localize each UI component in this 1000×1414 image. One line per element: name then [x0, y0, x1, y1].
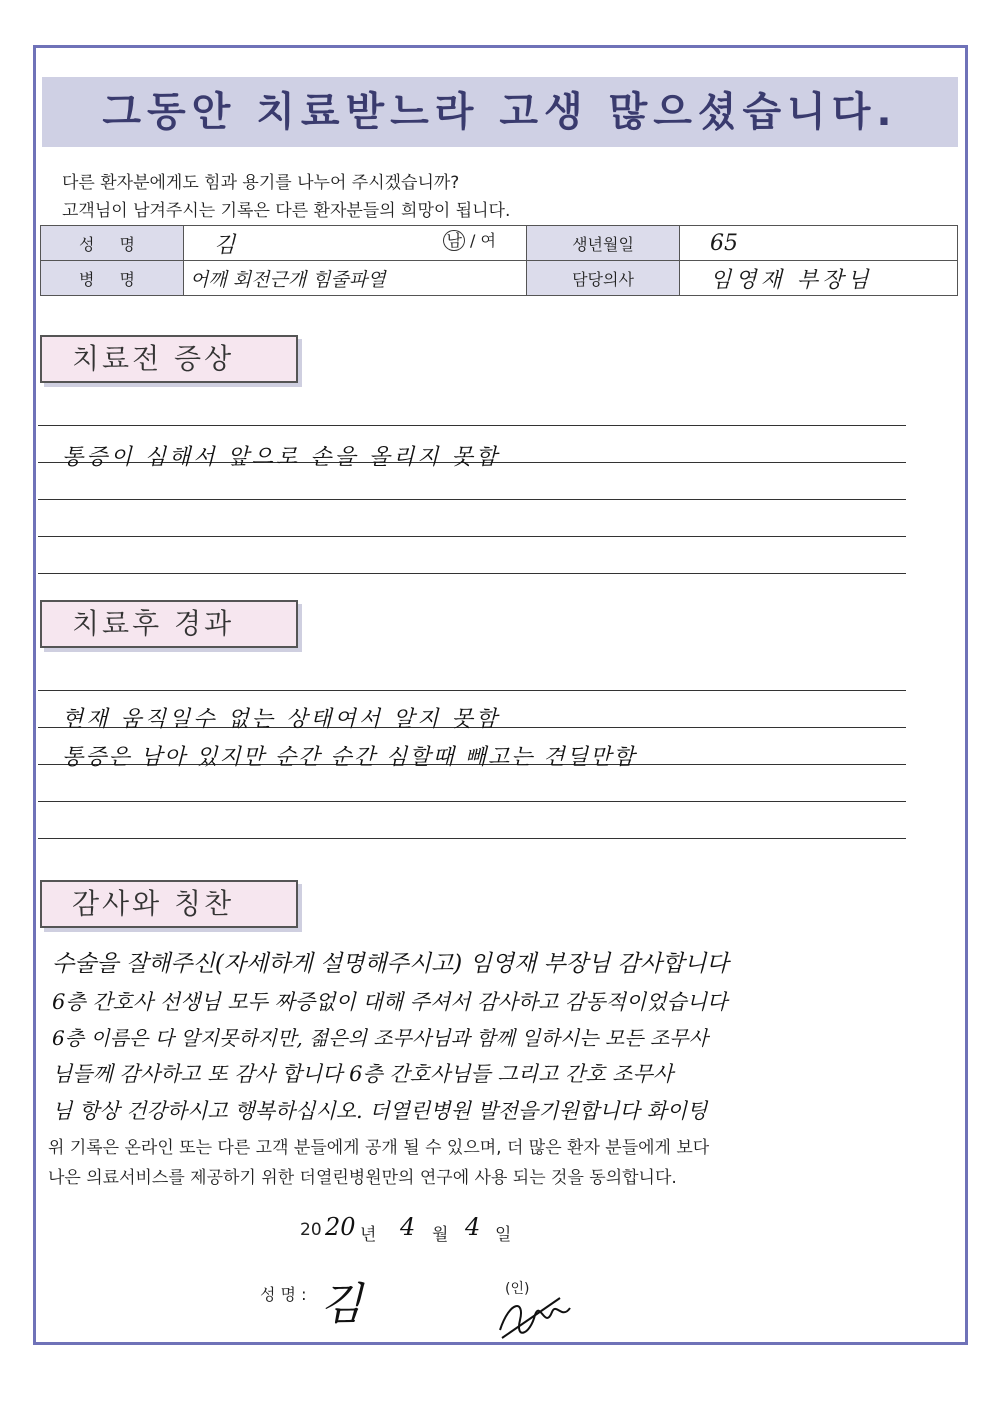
- gender-male: 남: [443, 230, 464, 251]
- thanks-line-3: 6층 이름은 다 알지못하지만, 젊은의 조무사님과 함께 일하시는 모든 조무사: [52, 1026, 708, 1050]
- thanks-line-5: 님 항상 건강하시고 행복하십시오. 더열린병원 발전을기원합니다 화이팅: [52, 1099, 708, 1123]
- consent-line-2: 나은 의료서비스를 제공하기 위한 더열린병원만의 연구에 사용 되는 것을 동의합니다.: [48, 1168, 677, 1188]
- writing-line: [38, 425, 906, 426]
- writing-line: [38, 801, 906, 802]
- disease-cell: [184, 261, 527, 296]
- date-day-label: 일: [495, 1225, 512, 1245]
- seal-label: (인): [505, 1281, 530, 1297]
- disease-value: 어깨 회전근개 힘줄파열: [190, 268, 386, 291]
- after-line-2: 통증은 남아 있지만 순간 순간 심할때 빼고는 견딜만함: [62, 745, 637, 770]
- writing-line: [38, 499, 906, 500]
- date-month-hw: 4: [400, 1213, 416, 1241]
- section-after-title: 치료후 경과: [72, 607, 235, 640]
- signature-label: 성 명 :: [260, 1285, 307, 1304]
- name-cell: [184, 226, 527, 261]
- section-before-title: 치료전 증상: [72, 342, 235, 375]
- birth-label: 생년월일: [527, 226, 680, 261]
- thanks-line-2: 6층 간호사 선생님 모두 짜증없이 대해 주셔서 감사하고 감동적이었습니다: [52, 990, 728, 1014]
- date-year-hw: 20: [325, 1213, 356, 1241]
- date-year-label: 년: [360, 1225, 377, 1245]
- disease-label: 병 명: [41, 261, 184, 296]
- name-label: 성 명: [41, 226, 184, 261]
- section-thanks-header: [40, 880, 298, 928]
- date-day-hw: 4: [465, 1213, 481, 1241]
- section-after-header: [40, 600, 298, 648]
- writing-line: [38, 690, 906, 691]
- signature-name: 김: [320, 1279, 363, 1330]
- before-line-1: 통증이 심해서 앞으로 손을 올리지 못함: [62, 445, 500, 470]
- intro-line-1: 다른 환자분에게도 힘과 용기를 나누어 주시겠습니까?: [62, 173, 460, 193]
- section-thanks-title: 감사와 칭찬: [72, 887, 235, 920]
- thanks-line-4: 님들께 감사하고 또 감사 합니다 6층 간호사님들 그리고 간호 조무사: [52, 1062, 674, 1086]
- birth-cell: [680, 226, 958, 261]
- date-month-label: 월: [432, 1225, 449, 1245]
- birth-value: 65: [710, 230, 738, 256]
- consent-line-1: 위 기록은 온라인 또는 다른 고객 분들에게 공개 될 수 있으며, 더 많은 환자 분들에게 보다: [48, 1138, 710, 1158]
- doctor-value: 임영재 부장님: [710, 267, 873, 293]
- section-before-header: [40, 335, 298, 383]
- writing-line: [38, 838, 906, 839]
- date-year-prefix: 20: [300, 1220, 322, 1240]
- writing-line: [38, 573, 906, 574]
- name-value: 김: [214, 232, 236, 258]
- gender-female: 여: [480, 230, 496, 250]
- thanks-line-1: 수술을 잘해주신(자세하게 설명해주시고) 임영재 부장님 감사합니다: [52, 951, 729, 977]
- signature-scribble: [490, 1290, 580, 1350]
- page-title: 그동안 치료받느라 고생 많으셨습니다.: [102, 89, 898, 135]
- after-line-1: 현재 움직일수 없는 상태여서 알지 못함: [62, 707, 500, 732]
- patient-info-table: [40, 225, 958, 296]
- writing-line: [38, 536, 906, 537]
- gender-separator: /: [470, 230, 476, 250]
- intro-line-2: 고객님이 남겨주시는 기록은 다른 환자분들의 희망이 됩니다.: [62, 201, 511, 221]
- doctor-cell: [680, 261, 958, 296]
- doctor-label: 담당의사: [527, 261, 680, 296]
